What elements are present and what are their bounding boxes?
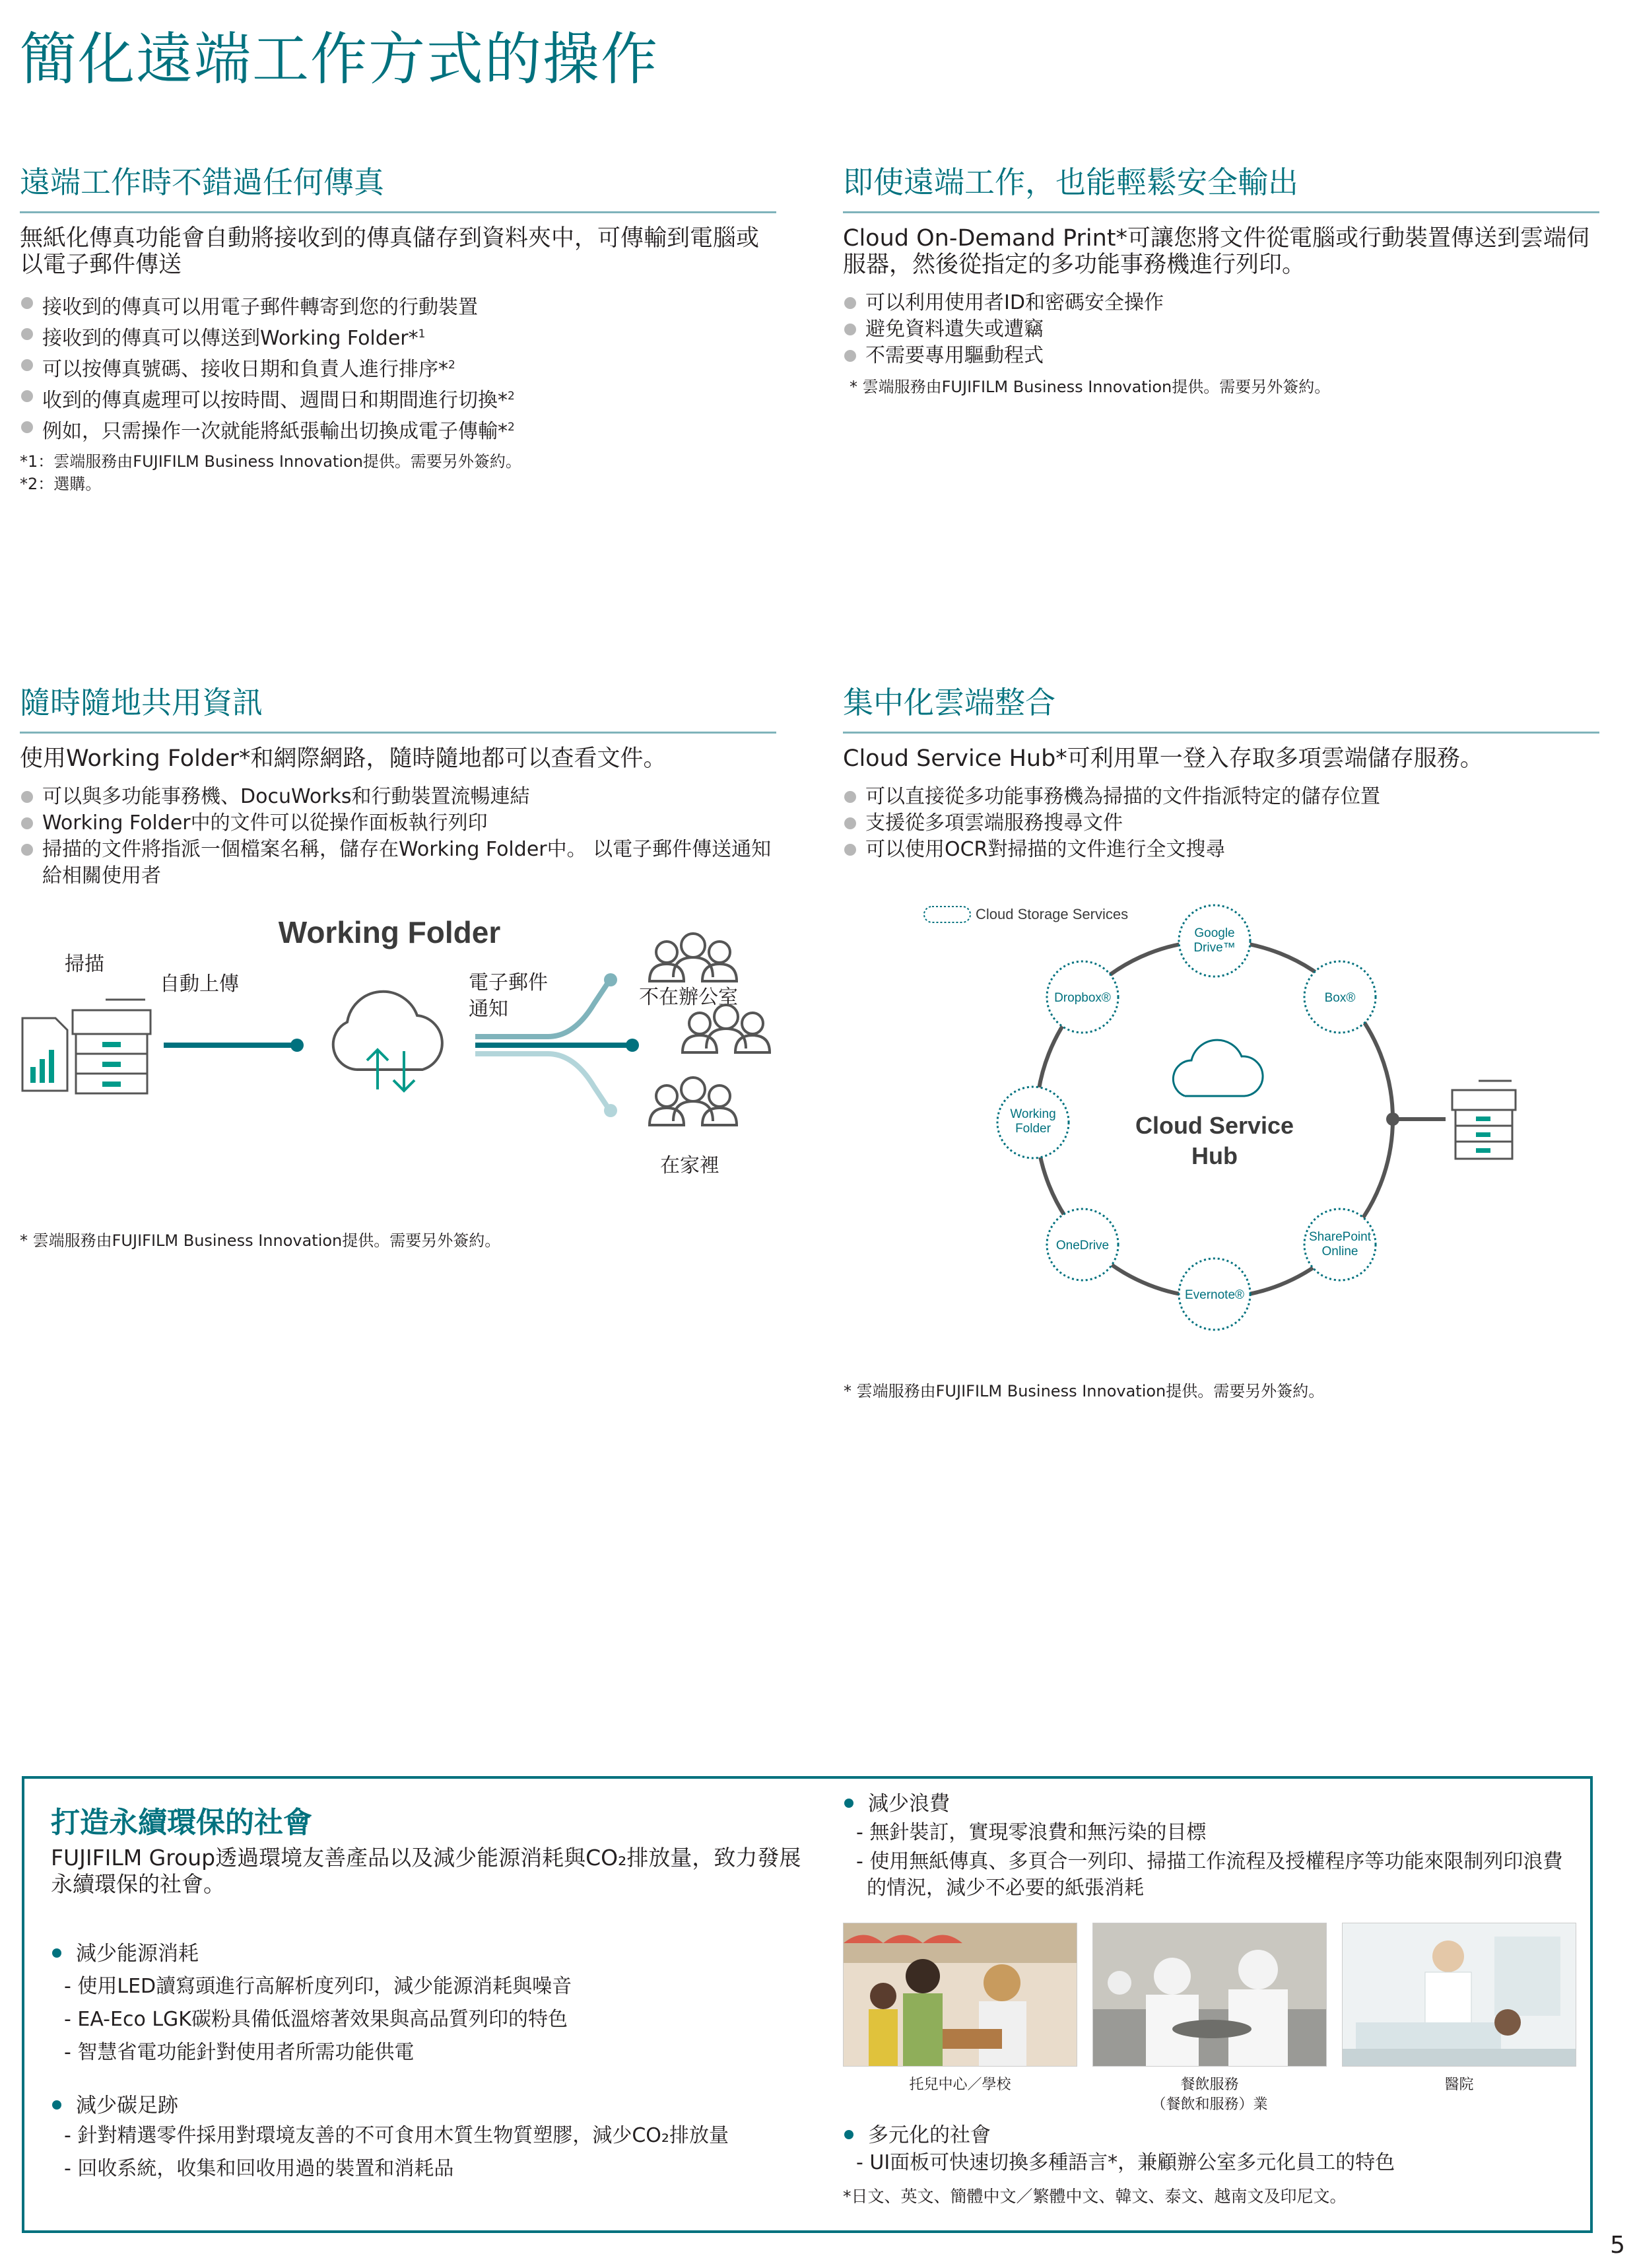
home-label: 在家裡 [660,1154,719,1177]
list-item: - 回收系統，收集和回收用過的裝置和消耗品 [64,2157,454,2180]
fax-note-2: *2：選購。 [20,475,102,493]
svg-text:Drive™: Drive™ [1193,941,1236,955]
cloud-icon [1173,1040,1263,1096]
carbon-block [51,2092,817,2182]
list-item: 可以使用OCR對掃描的文件進行全文搜尋 [843,837,1599,863]
hub-lead: Cloud Service Hub*可利用單一登入存取多項雲端儲存服務。 [843,745,1483,772]
svg-text:Evernote®: Evernote® [1184,1288,1245,1302]
node-dropbox [1047,961,1118,1033]
svg-text:Box®: Box® [1324,991,1356,1005]
hub-section [843,679,1599,863]
fax-note-1: *1：雲端服務由FUJIFILM Business Innovation提供。需要另外簽約。 [20,452,521,471]
diversity-title: 多元化的社會 [843,2122,1569,2148]
people-group-icon [683,1005,770,1052]
secure-feature-list [843,290,1599,369]
list-item: 接收到的傳真可以用電子郵件轉寄到您的行動裝置 [20,290,776,321]
food-service-caption: 餐飲服務 （餐飲和服務）業 [1151,2077,1268,2113]
diagram-title: Working Folder [278,915,501,949]
svg-text:Working: Working [1010,1107,1056,1121]
food-service-photo [1092,1923,1327,2067]
fax-section [20,158,776,495]
cloud-icon [333,992,442,1070]
energy-block [51,1941,810,2066]
eco-lead: FUJIFILM Group透過環境友善產品以及減少能源消耗與CO₂排放量，致力發展永續環保的社會。 [51,1845,801,1897]
share-note: * 雲端服務由FUJIFILM Business Innovation提供。需要另外簽約。 [20,1231,501,1250]
list-item: Working Folder中的文件可以從操作面板執行列印 [20,810,776,837]
secure-lead: Cloud On-Demand Print*可讓您將文件從電腦或行動裝置傳送到雲端伺服器，然後從指定的多功能事務機進行列印。 [843,225,1590,278]
hub-section-title: 集中化雲端整合 [843,679,1599,734]
diversity-block [843,2122,1569,2208]
list-item: - 無針裝訂，實現零浪費和無污染的目標 [856,1821,1207,1844]
hospital-photo [1342,1923,1576,2067]
list-item: 可以直接從多功能事務機為掃描的文件指派特定的儲存位置 [843,784,1599,810]
share-lead: 使用Working Folder*和網際網路，隨時隨地都可以查看文件。 [20,745,667,772]
hub-center-label-2: Hub [1191,1142,1238,1169]
email-label: 電子郵件 [469,971,548,994]
list-item: 收到的傳真處理可以按時間、週間日和期間進行切換*$^2$ [20,383,776,414]
legend-label: Cloud Storage Services [976,906,1129,922]
cloud-service-hub-diagram [918,895,1545,1337]
list-item: 可以與多功能事務機、DocuWorks和行動裝置流暢連結 [20,784,776,810]
svg-text:SharePoint: SharePoint [1308,1230,1372,1244]
energy-title: 減少能源消耗 [51,1941,810,1967]
page-title: 簡化遠端工作方式的操作 [20,26,659,92]
node-working-folder [997,1087,1069,1158]
fax-feature-list [20,290,776,445]
node-onedrive [1047,1209,1118,1280]
hub-feature-list [843,784,1599,863]
list-item: 可以利用使用者ID和密碼安全操作 [843,290,1599,316]
scan-label: 掃描 [65,953,104,976]
auto-upload-label: 自動上傳 [160,973,239,996]
secure-note: * 雲端服務由FUJIFILM Business Innovation提供。需要另外簽約。 [850,378,1331,396]
hub-note: * 雲端服務由FUJIFILM Business Innovation提供。需要另外簽約。 [844,1382,1325,1400]
node-evernote [1179,1258,1250,1330]
share-section-title: 隨時隨地共用資訊 [20,679,776,734]
secure-section-title: 即使遠端工作，也能輕鬆安全輸出 [843,158,1599,213]
secure-section [843,158,1599,398]
svg-text:Dropbox®: Dropbox® [1054,991,1111,1005]
printer-icon [1452,1081,1516,1159]
list-item: 接收到的傳真可以傳送到Working Folder*$^1$ [20,321,776,352]
list-item: - 使用無紙傳真、多頁合一列印、掃描工作流程及授權程序等功能來限制列印浪費的情況，減少不必要的紙張消耗 [856,1850,1563,1900]
document-icon [22,1018,67,1091]
people-group-icon [650,1078,737,1125]
svg-text:OneDrive: OneDrive [1055,1239,1110,1253]
share-feature-list [20,784,776,889]
node-box [1304,961,1376,1033]
share-section [20,679,776,889]
list-item: 避免資料遺失或遭竊 [843,316,1599,343]
daycare-caption: 托兒中心／學校 [909,2077,1011,2093]
node-google-drive [1179,905,1250,977]
list-item: - EA-Eco LGK碳粉具備低溫熔著效果與高品質列印的特色 [64,2008,568,2031]
notice-label: 通知 [469,998,508,1021]
hub-center-label-1: Cloud Service [1135,1112,1294,1139]
list-item: - 智慧省電功能針對使用者所需功能供電 [64,2041,415,2064]
svg-text:Google: Google [1194,926,1235,940]
away-label: 不在辦公室 [639,986,738,1009]
fax-lead: 無紙化傳真功能會自動將接收到的傳真儲存到資料夾中，可傳輸到電腦或以電子郵件傳送 [20,225,760,278]
list-item: 可以按傳真號碼、接收日期和負責人進行排序*$^2$ [20,352,776,383]
fax-section-title: 遠端工作時不錯過任何傳真 [20,158,776,213]
svg-text:Online: Online [1321,1245,1358,1258]
list-item: 支援從多項雲端服務搜尋文件 [843,810,1599,837]
hospital-caption: 醫院 [1444,2077,1474,2093]
list-item: 掃描的文件將指派一個檔案名稱，儲存在Working Folder中。 以電子郵件傳送通知給相關使用者 [20,837,776,889]
node-sharepoint [1304,1209,1376,1280]
list-item: - 使用LED讀寫頭進行高解析度列印，減少能源消耗與噪音 [64,1975,572,1998]
waste-title: 減少浪費 [843,1791,1569,1817]
list-item: - UI面板可快速切換多種語言*，兼顧辦公室多元化員工的特色 [856,2151,1395,2174]
people-group-icon [650,934,737,981]
diversity-note: *日文、英文、簡體中文／繁體中文、韓文、泰文、越南文及印尼文。 [843,2187,1347,2206]
eco-title: 打造永續環保的社會 [51,1806,312,1839]
daycare-photo [843,1923,1077,2067]
svg-text:Folder: Folder [1015,1122,1051,1136]
page-number: 5 [1610,2232,1625,2259]
working-folder-diagram [13,905,805,1195]
list-item: - 針對精選零件採用對環境友善的不可食用木質生物質塑膠，減少CO₂排放量 [64,2124,729,2147]
list-item: 例如，只需操作一次就能將紙張輸出切換成電子傳輸*$^2$ [20,414,776,445]
printer-icon [73,1000,150,1093]
waste-block [843,1791,1569,1902]
list-item: 不需要專用驅動程式 [843,343,1599,369]
carbon-title: 減少碳足跡 [51,2092,817,2119]
